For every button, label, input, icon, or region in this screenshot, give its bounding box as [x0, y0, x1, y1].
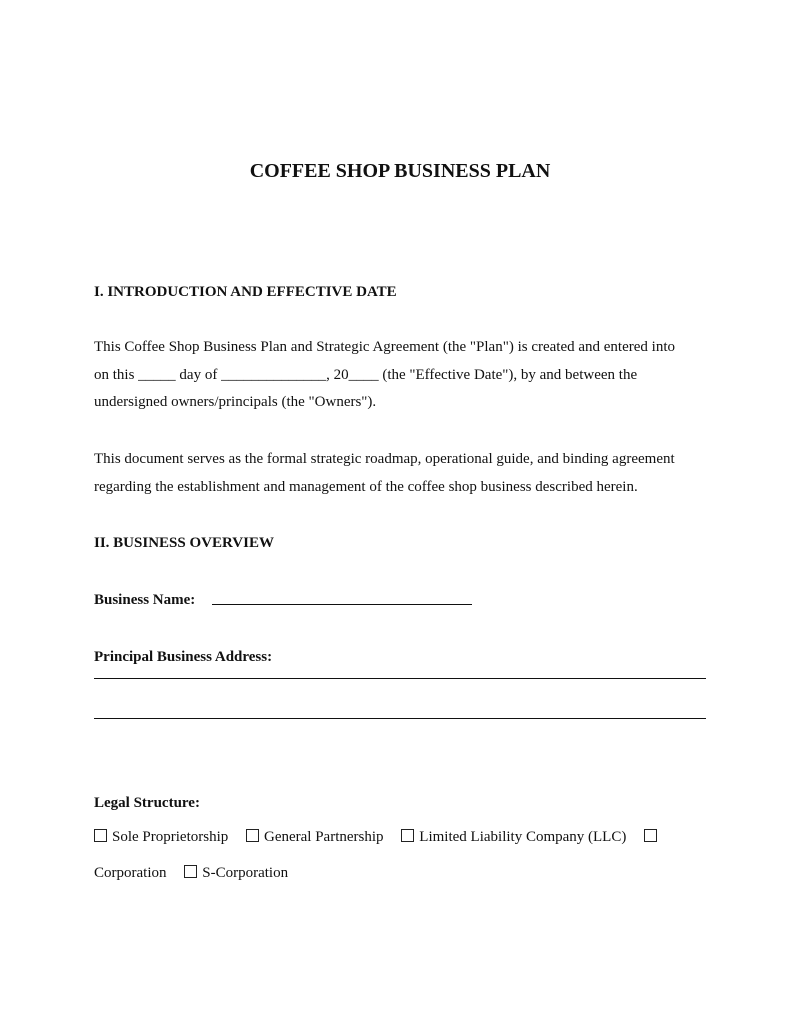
address-field-line-2[interactable] [94, 718, 706, 719]
legal-structure-options-row-2 [94, 865, 302, 882]
corporation-label: Corporation [94, 865, 167, 881]
checkbox-icon [401, 829, 414, 842]
checkbox-icon [246, 829, 259, 842]
address-label: Principal Business Address: [94, 649, 273, 665]
section-heading-introduction: I. INTRODUCTION AND EFFECTIVE DATE [94, 284, 397, 300]
purpose-line-1: This document serves as the formal strategic roadmap, operational guide, and binding agreement [94, 451, 675, 467]
purpose-paragraph [94, 446, 714, 501]
address-field-line-1[interactable] [94, 678, 706, 679]
document-title: COFFEE SHOP BUSINESS PLAN [249, 160, 551, 182]
intro-line-3: undersigned owners/principals (the "Owners"). [94, 394, 377, 410]
checkbox-llc[interactable]: Limited Liability Company (LLC) [401, 829, 626, 845]
business-name-field[interactable] [212, 604, 472, 605]
checkbox-s-corporation[interactable]: S-Corporation [184, 865, 288, 881]
checkbox-sole-proprietorship[interactable]: Sole Proprietorship [94, 829, 228, 845]
section-heading-business-overview: II. BUSINESS OVERVIEW [94, 535, 274, 551]
business-name-label: Business Name: [94, 592, 196, 608]
checkbox-icon [94, 829, 107, 842]
intro-line-1: This Coffee Shop Business Plan and Strategic Agreement (the "Plan") is created and entered into [94, 339, 675, 355]
legal-structure-options-row-1 [94, 829, 676, 846]
legal-structure-label: Legal Structure: [94, 795, 200, 811]
intro-line-2: on this _____ day of ______________, 20____ (the "Effective Date"), by and between the [94, 366, 638, 383]
checkbox-icon [184, 865, 197, 878]
intro-paragraph [94, 334, 714, 417]
checkbox-corporation[interactable] [644, 829, 662, 845]
purpose-line-2: regarding the establishment and management of the coffee shop business described herein. [94, 478, 638, 495]
checkbox-icon [644, 829, 657, 842]
checkbox-general-partnership[interactable]: General Partnership [246, 829, 384, 845]
